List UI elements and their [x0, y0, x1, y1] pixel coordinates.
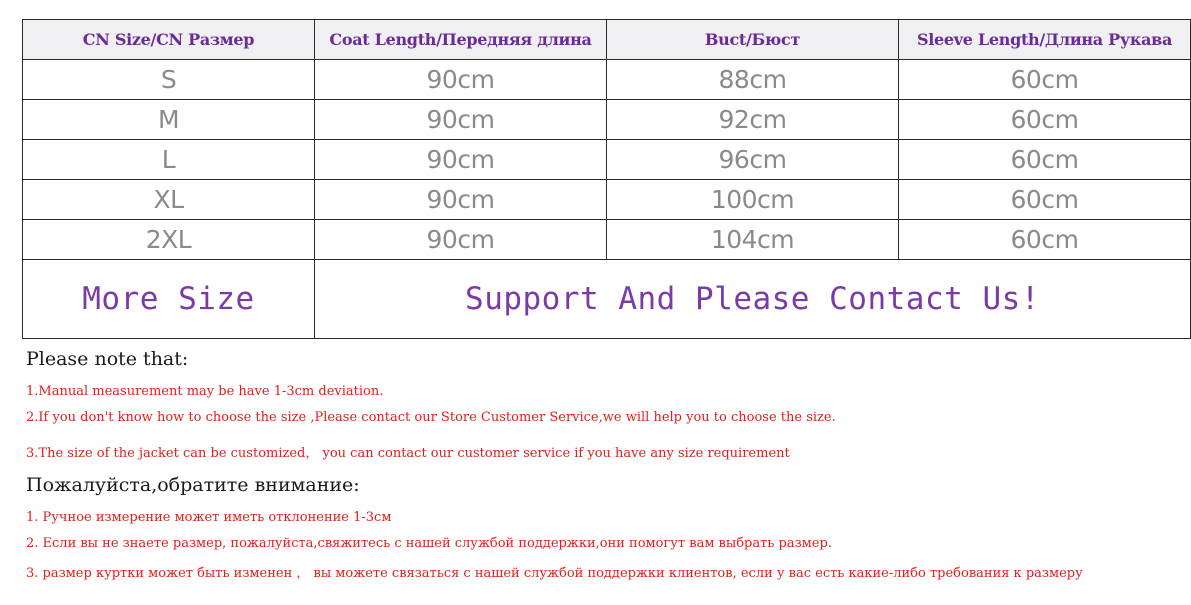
sleeve-length-cell: 60cm [899, 100, 1191, 140]
note-item-en: 3.The size of the jacket can be customized， you can contact our customer service if you have any size requirement [26, 446, 790, 461]
bust-cell: 92cm [607, 100, 899, 140]
notes-heading-en: Please note that: [26, 348, 189, 370]
size-cell: 2XL [23, 220, 315, 260]
table-row [23, 140, 1191, 180]
size-cell: S [23, 60, 315, 100]
size-cell: XL [23, 180, 315, 220]
more-size-cell: More Size [23, 260, 315, 339]
header-sleeve-length: Sleeve Length/Длина Рукава [899, 20, 1191, 60]
note-item-ru: 1. Ручное измерение может иметь отклонение 1-3см [26, 510, 392, 525]
contact-us-cell: Support And Please Contact Us! [315, 260, 1191, 339]
notes-heading-ru: Пожалуйста,обратите внимание: [26, 474, 360, 496]
bust-cell: 104cm [607, 220, 899, 260]
note-item-ru: 2. Если вы не знаете размер, пожалуйста,свяжитесь с нашей службой поддержки,они помогут вам выбрать размер. [26, 536, 832, 551]
coat-length-cell: 90cm [315, 100, 607, 140]
header-row [23, 20, 1191, 60]
more-size-row [23, 260, 1191, 339]
sleeve-length-cell: 60cm [899, 220, 1191, 260]
bust-cell: 96cm [607, 140, 899, 180]
header-cn-size: CN Size/CN Размер [23, 20, 315, 60]
header-coat-length: Coat Length/Передняя длина [315, 20, 607, 60]
sleeve-length-cell: 60cm [899, 140, 1191, 180]
table-row [23, 180, 1191, 220]
coat-length-cell: 90cm [315, 180, 607, 220]
header-bust: Buct/Бюст [607, 20, 899, 60]
note-item-en: 2.If you don't know how to choose the size ,Please contact our Store Customer Service,we will help you to choose the size. [26, 410, 836, 425]
size-cell: M [23, 100, 315, 140]
table-row [23, 60, 1191, 100]
bust-cell: 88cm [607, 60, 899, 100]
coat-length-cell: 90cm [315, 60, 607, 100]
bust-cell: 100cm [607, 180, 899, 220]
note-item-ru: 3. размер куртки может быть изменен ， вы можете связаться с нашей службой поддержки клиентов, если у вас есть какие-либо требования к размеру [26, 566, 1083, 581]
size-chart-table [22, 19, 1191, 339]
coat-length-cell: 90cm [315, 140, 607, 180]
coat-length-cell: 90cm [315, 220, 607, 260]
size-cell: L [23, 140, 315, 180]
table-row [23, 220, 1191, 260]
sleeve-length-cell: 60cm [899, 60, 1191, 100]
sleeve-length-cell: 60cm [899, 180, 1191, 220]
table-row [23, 100, 1191, 140]
note-item-en: 1.Manual measurement may be have 1-3cm deviation. [26, 384, 384, 399]
